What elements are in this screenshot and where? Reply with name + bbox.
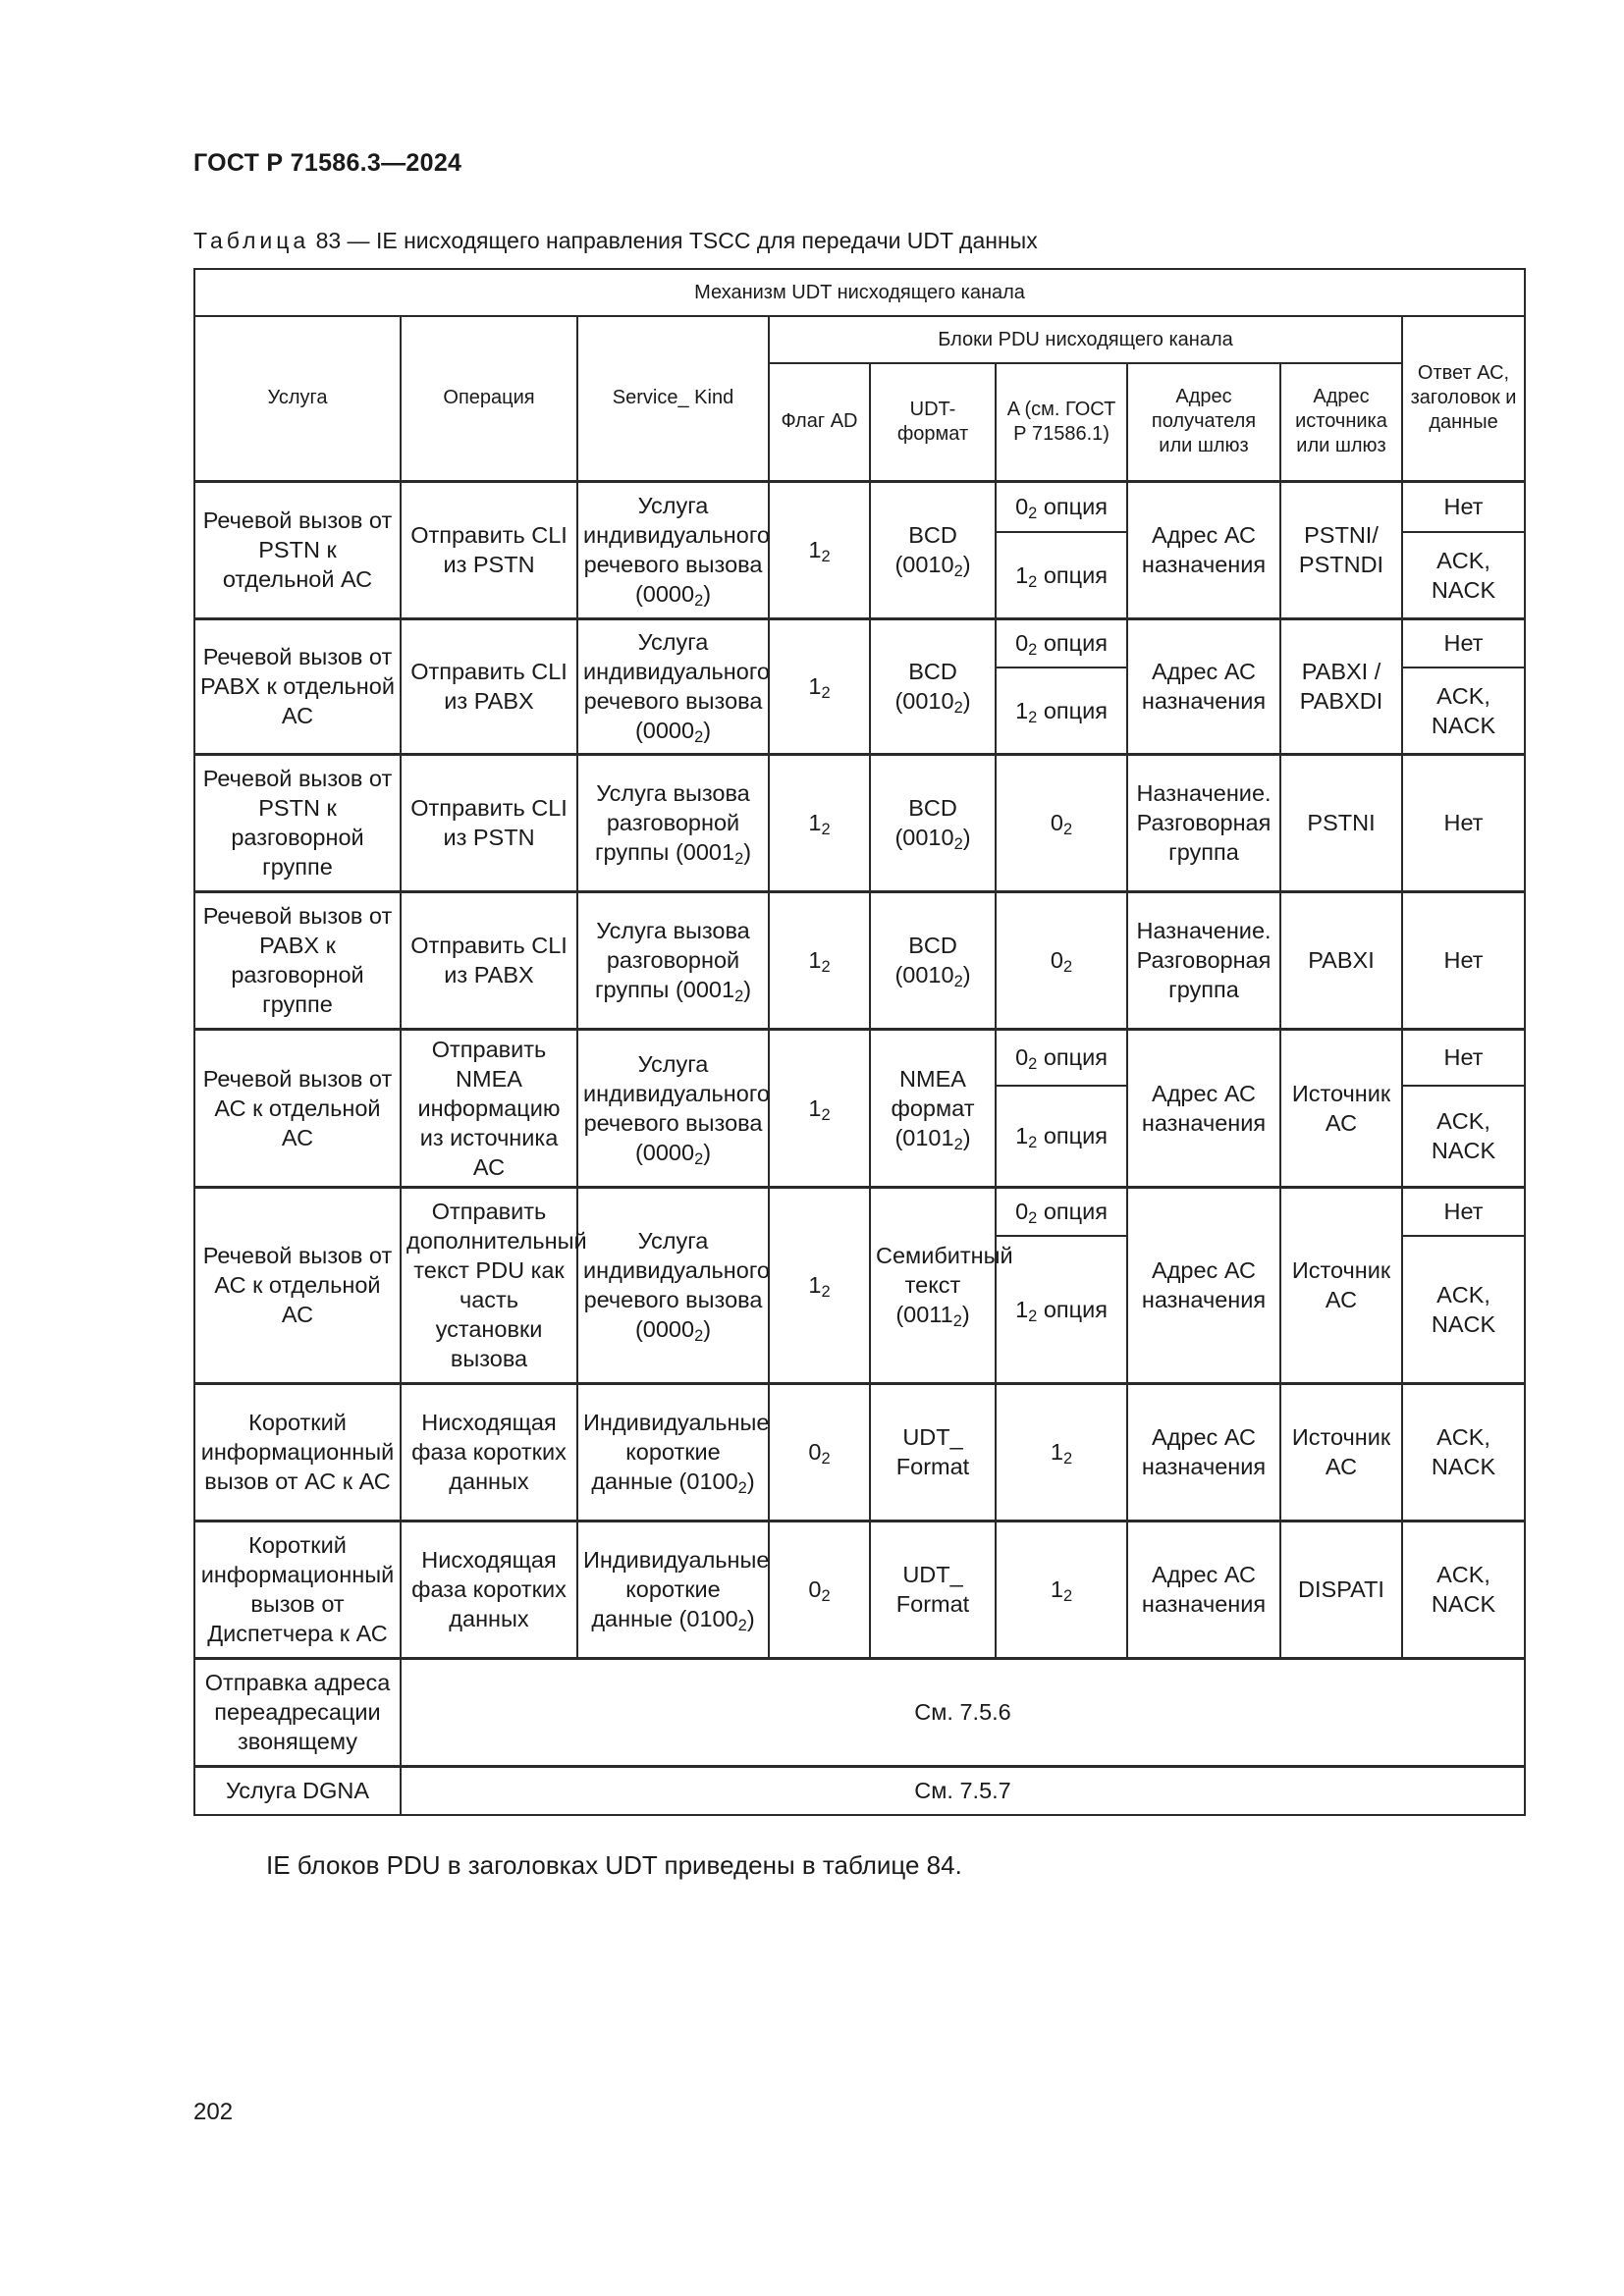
cell-dest-addr: Назначение. Разговорная группа [1127,891,1280,1029]
cell-service: Речевой вызов от PABX к отдельной АС [194,618,401,754]
cell-answer: Нет [1402,891,1525,1029]
cell-service-kind: Услуга индивидуального речевого вызова $(0000_2)$ [577,1187,769,1383]
cell-a-option-1: $1_2$ опция [996,532,1127,618]
col-header-a-field: A (см. ГОСТ Р 71586.1) [996,363,1127,481]
col-header-pdu-group: Блоки PDU нисходящего канала [769,316,1402,363]
cell-flag-ad: $0_2$ [769,1521,870,1658]
cell-udt-format: NMEA формат $(0101_2)$ [870,1029,996,1187]
cell-udt-format: BCD $(0010_2)$ [870,891,996,1029]
cell-dest-addr: Адрес АС назначения [1127,618,1280,754]
cell-udt-format: Семибитный текст $(0011_2)$ [870,1187,996,1383]
cell-src-addr: PSTNI/ PSTNDI [1280,481,1402,618]
cell-operation: Отправить CLI из PSTN [401,754,577,891]
cell-a-option-0: $0_2$ опция [996,618,1127,667]
cell-src-addr: PABXI / PABXDI [1280,618,1402,754]
col-header-flag-ad: Флаг AD [769,363,870,481]
cell-dest-addr: Адрес АС назначения [1127,1383,1280,1521]
table-title: Механизм UDT нисходящего канала [194,269,1525,316]
cell-service-kind: Услуга индивидуального речевого вызова $(0000_2)$ [577,1029,769,1187]
cell-a-option-0: $0_2$ опция [996,481,1127,532]
col-header-operation: Операция [401,316,577,481]
cell-operation: Отправить NMEA информацию из источника АС [401,1029,577,1187]
cell-dest-addr: Адрес АС назначения [1127,1187,1280,1383]
cell-a-value: $1_2$ [996,1383,1127,1521]
cell-flag-ad: $0_2$ [769,1383,870,1521]
cell-answer-ack: ACK, NACK [1402,1236,1525,1383]
cell-operation: Отправить CLI из PSTN [401,481,577,618]
cell-operation: Отправить CLI из PABX [401,618,577,754]
cell-service-kind: Индивидуальные короткие данные $(0100_2)$ [577,1383,769,1521]
document-header: ГОСТ Р 71586.3—2024 [193,149,462,177]
cell-src-addr: Источник АС [1280,1383,1402,1521]
caption-prefix: Таблица [193,228,310,253]
cell-operation: Нисходящая фаза коротких данных [401,1383,577,1521]
cell-udt-format: UDT_ Format [870,1383,996,1521]
cell-service-kind: Услуга индивидуального речевого вызова $(0000_2)$ [577,618,769,754]
cell-a-option-1: $1_2$ опция [996,1236,1127,1383]
cell-dest-addr: Адрес АС назначения [1127,481,1280,618]
col-header-answer: Ответ АС, заголовок и данные [1402,316,1525,481]
cell-answer-no: Нет [1402,1029,1525,1086]
cell-service: Речевой вызов от PABX к разговорной группе [194,891,401,1029]
col-header-service: Услуга [194,316,401,481]
col-header-udt-format: UDT-формат [870,363,996,481]
cell-reference: См. 7.5.6 [401,1658,1525,1766]
cell-a-option-0: $0_2$ опция [996,1029,1127,1086]
cell-a-value: $0_2$ [996,891,1127,1029]
cell-a-value: $1_2$ [996,1521,1127,1658]
cell-service-kind: Услуга вызова разговорной группы $(0001_2)$ [577,891,769,1029]
cell-a-option-1: $1_2$ опция [996,667,1127,754]
footnote: IE блоков PDU в заголовках UDT приведены в таблице 84. [266,1850,962,1880]
cell-flag-ad: $1_2$ [769,618,870,754]
col-header-dest-addr: Адрес получателя или шлюз [1127,363,1280,481]
cell-src-addr: PABXI [1280,891,1402,1029]
page-number: 202 [193,2099,234,2125]
col-header-src-addr: Адрес источника или шлюз [1280,363,1402,481]
col-header-service-kind: Service_ Kind [577,316,769,481]
cell-service-kind: Услуга вызова разговорной группы $(0001_2)$ [577,754,769,891]
cell-service-kind: Индивидуальные короткие данные $(0100_2)$ [577,1521,769,1658]
cell-dest-addr: Адрес АС назначения [1127,1521,1280,1658]
cell-answer: Нет [1402,754,1525,891]
cell-udt-format: BCD $(0010_2)$ [870,481,996,618]
cell-answer-ack: ACK, NACK [1402,667,1525,754]
cell-answer-ack: ACK, NACK [1402,532,1525,618]
udt-table [193,268,1526,1816]
cell-src-addr: Источник АС [1280,1187,1402,1383]
cell-operation: Отправить CLI из PABX [401,891,577,1029]
cell-flag-ad: $1_2$ [769,481,870,618]
cell-flag-ad: $1_2$ [769,1029,870,1187]
cell-a-option-0: $0_2$ опция [996,1187,1127,1236]
cell-dest-addr: Назначение. Разговорная группа [1127,754,1280,891]
cell-udt-format: BCD $(0010_2)$ [870,618,996,754]
cell-operation: Отправить дополнительный текст PDU как часть установки вызова [401,1187,577,1383]
table-caption [193,228,1038,254]
cell-flag-ad: $1_2$ [769,891,870,1029]
cell-answer: ACK, NACK [1402,1383,1525,1521]
cell-answer-ack: ACK, NACK [1402,1086,1525,1187]
cell-service-kind: Услуга индивидуального речевого вызова $(0000_2)$ [577,481,769,618]
cell-service: Речевой вызов от АС к отдельной АС [194,1029,401,1187]
cell-service: Отправка адреса переадресации звонящему [194,1658,401,1766]
caption-text: 83 — IE нисходящего направления TSCC для передачи UDT данных [315,228,1038,253]
cell-reference: См. 7.5.7 [401,1766,1525,1815]
cell-answer: ACK, NACK [1402,1521,1525,1658]
cell-udt-format: UDT_ Format [870,1521,996,1658]
cell-src-addr: DISPATI [1280,1521,1402,1658]
cell-service: Речевой вызов от АС к отдельной АС [194,1187,401,1383]
cell-a-value: $0_2$ [996,754,1127,891]
cell-answer-no: Нет [1402,1187,1525,1236]
cell-service: Короткий информационный вызов от АС к АС [194,1383,401,1521]
cell-service: Услуга DGNA [194,1766,401,1815]
cell-src-addr: Источник АС [1280,1029,1402,1187]
cell-dest-addr: Адрес АС назначения [1127,1029,1280,1187]
cell-src-addr: PSTNI [1280,754,1402,891]
cell-flag-ad: $1_2$ [769,754,870,891]
cell-a-option-1: $1_2$ опция [996,1086,1127,1187]
cell-udt-format: BCD $(0010_2)$ [870,754,996,891]
cell-answer-no: Нет [1402,481,1525,532]
cell-flag-ad: $1_2$ [769,1187,870,1383]
cell-operation: Нисходящая фаза коротких данных [401,1521,577,1658]
cell-service: Речевой вызов от PSTN к отдельной АС [194,481,401,618]
cell-answer-no: Нет [1402,618,1525,667]
cell-service: Короткий информационный вызов от Диспетчера к АС [194,1521,401,1658]
cell-service: Речевой вызов от PSTN к разговорной группе [194,754,401,891]
